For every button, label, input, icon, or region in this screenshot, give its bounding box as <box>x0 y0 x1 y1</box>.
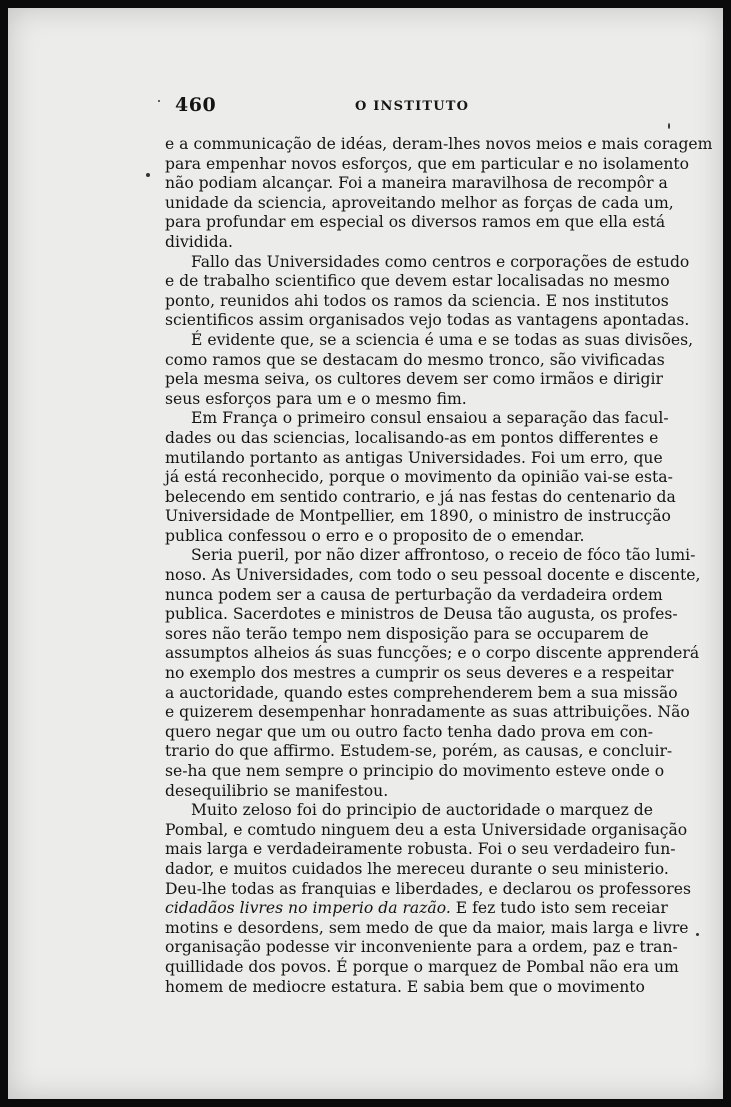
text-line: unidade da sciencia, aproveitando melhor as forças de cada um, <box>165 193 674 212</box>
scan-speck <box>696 933 699 936</box>
text-line: assumptos alheios ás suas funcções; e o corpo discente apprenderá <box>165 644 700 663</box>
text-line: Muito zeloso foi do principio de auctoridade o marquez de <box>191 801 654 820</box>
text-line: Seria pueril, por não dizer affrontoso, o receio de fóco tão lumi- <box>191 546 696 565</box>
text-line: seus esforços para um e o mesmo fim. <box>165 389 467 408</box>
text-line: sores não terão tempo nem disposição para se occuparem de <box>165 624 649 643</box>
text-line: no exemplo dos mestres a cumprir os seus deveres e a respeitar <box>165 664 674 683</box>
text-line: Em França o primeiro consul ensaiou a separação das facul- <box>191 409 669 428</box>
text-line: organisação podesse vir inconveniente para a ordem, paz e tran- <box>165 938 678 957</box>
text-line: desequilibrio se manifestou. <box>165 781 389 800</box>
text-line: mais larga e verdadeiramente robusta. Foi o seu verdadeiro fun- <box>165 840 676 859</box>
text-line-mixed <box>165 899 668 919</box>
text-line: Deu-lhe todas as franquias e liberdades, e declarou os professores <box>165 879 691 898</box>
text-line: quillidade dos povos. É porque o marquez de Pombal não era um <box>165 957 679 976</box>
text-line: É evidente que, se a sciencia é uma e se todas as suas divisões, <box>191 330 694 349</box>
text-line: publica. Sacerdotes e ministros de Deusa tão augusta, os profes- <box>165 605 678 624</box>
text-line: pela mesma seiva, os cultores devem ser como irmãos e dirigir <box>165 370 663 389</box>
text-line: quero negar que um ou outro facto tenha dado prova em con- <box>165 722 654 741</box>
text-line: para empenhar novos esforços, que em particular e no isolamento <box>165 154 690 173</box>
text-line: a auctoridade, quando estes comprehenderem bem a sua missão <box>165 683 678 702</box>
text-line: para profundar em especial os diversos ramos em que ella está <box>165 213 666 232</box>
scan-speck <box>158 100 160 102</box>
body-text <box>165 135 713 997</box>
text-line: e de trabalho scientifico que devem estar localisadas no mesmo <box>165 272 670 291</box>
text-line: noso. As Universidades, com todo o seu pessoal docente e discente, <box>165 566 701 585</box>
text-line: homem de mediocre estatura. E sabia bem que o movimento <box>165 977 645 996</box>
italic-phrase: cidadãos livres no imperio da razão. <box>165 899 451 918</box>
text-line: dividida. <box>165 232 233 251</box>
running-title: O INSTITUTO <box>355 99 470 114</box>
page-header <box>165 94 653 118</box>
text-line: publica confessou o erro e o proposito de o emendar. <box>165 526 585 545</box>
text-line: dador, e muitos cuidados lhe mereceu durante o seu ministerio. <box>165 859 669 878</box>
text-line: mutilando portanto as antigas Universidades. Foi um erro, que <box>165 448 663 467</box>
text-line: e quizerem desempenhar honradamente as suas attribuições. Não <box>165 703 690 722</box>
text-fragment: E fez tudo isto sem receiar <box>455 899 668 918</box>
text-line: Universidade de Montpellier, em 1890, o ministro de instrucção <box>165 507 671 526</box>
text-line: se-ha que nem sempre o principio do movimento esteve onde o <box>165 762 665 780</box>
text-line: já está reconhecido, porque o movimento da opinião vai-se esta- <box>165 468 673 487</box>
text-line: Fallo das Universidades como centros e corporações de estudo <box>191 252 690 271</box>
scan-speck <box>668 123 670 129</box>
text-line: ponto, reunidos ahi todos os ramos da sciencia. E nos institutos <box>165 291 669 310</box>
text-line: Pombal, e comtudo ninguem deu a esta Universidade organisação <box>165 820 688 839</box>
text-line: motins e desordens, sem medo de que da maior, mais larga e livre <box>165 918 689 937</box>
text-line: scientificos assim organisados vejo todas as vantagens apontadas. <box>165 311 690 330</box>
text-line: e a communicação de idéas, deram-lhes novos meios e mais coragem <box>165 135 713 153</box>
text-line: nunca podem ser a causa de perturbação da verdadeira ordem <box>165 585 663 604</box>
book-page <box>8 8 723 1099</box>
scan-speck <box>146 173 150 177</box>
text-line: como ramos que se destacam do mesmo tronco, são vivificadas <box>165 350 665 369</box>
text-line: belecendo em sentido contrario, e já nas festas do centenario da <box>165 487 676 506</box>
page-number: 460 <box>175 94 217 116</box>
text-line: trario do que affirmo. Estudem-se, porém, as causas, e concluir- <box>165 742 673 761</box>
text-line: dades ou das sciencias, localisando-as em pontos differentes e <box>165 428 659 447</box>
text-line: não podiam alcançar. Foi a maneira maravilhosa de recompôr a <box>165 174 668 193</box>
